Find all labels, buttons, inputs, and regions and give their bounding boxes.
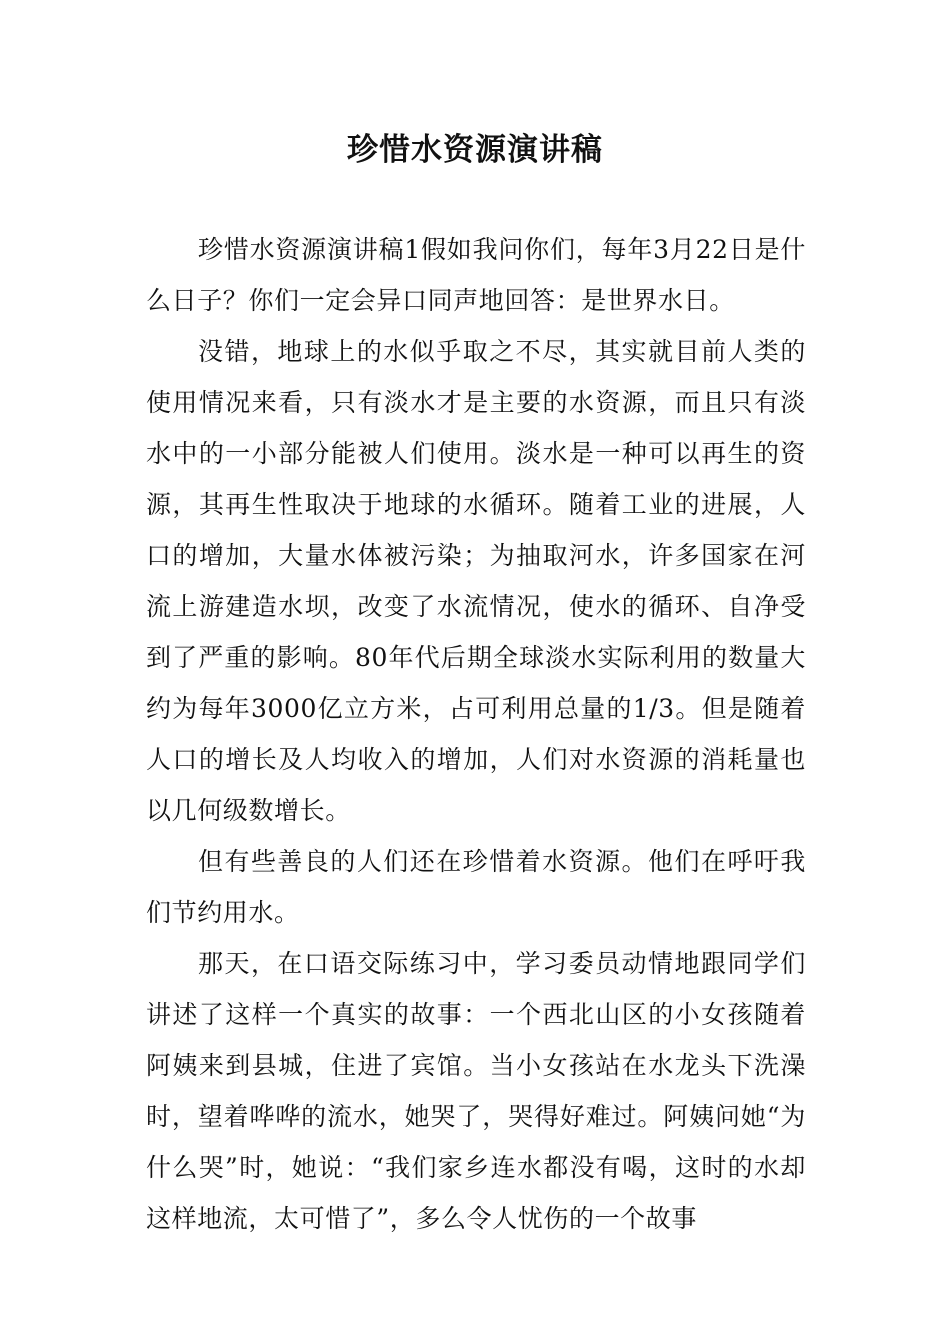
paragraph-4: 那天，在口语交际练习中，学习委员动情地跟同学们讲述了这样一个真实的故事：一个西北山区的小女孩随着阿姨来到县城，住进了宾馆。当小女孩站在水龙头下洗澡时，望着哗哗的流水，她哭了，哭得好难过。阿姨问她“为什么哭”时，她说：“我们家乡连水都没有喝，这时的水却这样地流，太可惜了”，多么令人忧伤的一个故事 xyxy=(146,949,806,1233)
document-title: 珍惜水资源演讲稿 xyxy=(347,132,603,168)
paragraph-2: 没错，地球上的水似乎取之不尽，其实就目前人类的使用情况来看，只有淡水才是主要的水资源，而且只有淡水中的一小部分能被人们使用。淡水是一种可以再生的资源，其再生性取决于地球的水循环。随着工业的进展，人口的增加，大量水体被污染；为抽取河水，许多国家在河流上游建造水坝，改变了水流情况，使水的循环、自净受到了严重的影响。80年代后期全球淡水实际利用的数量大约为每年3000亿立方米，占可利用总量的1/3。但是随着人口的增长及人均收入的增加，人们对水资源的消耗量也以几何级数增长。 xyxy=(146,337,806,825)
paragraph-3: 但有些善良的人们还在珍惜着水资源。他们在呼吁我们节约用水。 xyxy=(146,847,806,927)
paragraph-1: 珍惜水资源演讲稿1假如我问你们，每年3月22日是什么日子？你们一定会异口同声地回答：是世界水日。 xyxy=(146,235,806,315)
document-body xyxy=(146,224,806,1244)
